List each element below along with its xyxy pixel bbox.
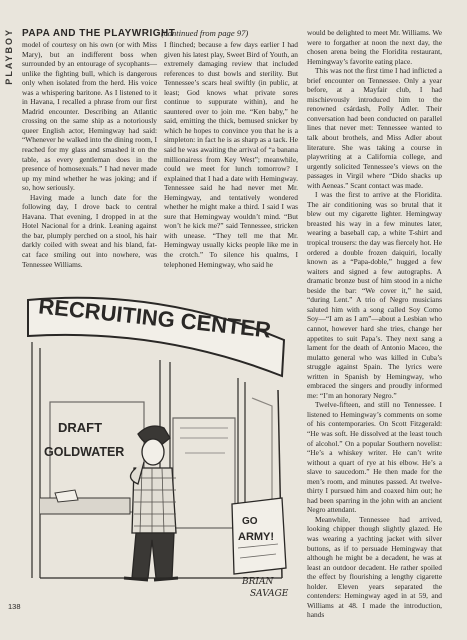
article-title: PAPA AND THE PLAYWRIGHT: [22, 28, 176, 39]
placard-line-army: ARMY!: [238, 531, 275, 543]
paragraph: Meanwhile, Tennessee had arrived, looking chipper though slightly glazed. He was wearing a yachting jacket with silver buttons, as if to persuade Hemingway that although he might be a decadent, he was at least an outdoor decadent. He rather spoiled the effect by flourishing a lengthy cigarette holder. Eleven years separated the contenders: Hemingway aged in at 59, and Williams at 48. I made the introduction, hands: [307, 514, 442, 620]
paragraph: Having made a lunch date for the following day, I drove back to central Havana. That evening, I dropped in at the Hotel Nacional for a drink. Leaning against the bar, plumply perched on a stool, his hair darkly coiled with sweat and his bland, fat-cat face smiling out into nowhere, was Tennessee Williams.: [22, 192, 157, 269]
continued-note: (continued from page 97): [161, 28, 249, 38]
cartoon-illustration: [20, 278, 303, 608]
paragraph: I was the first to arrive at the Floridita. The air conditioning was so brutal that it blew out my cigarette lighter. Hemingway breasted his way in a few minutes later, wearing a baseball cap, a white T-shirt and tropical trousers: the day was fiercely hot. He ordered a double frozen daiquiri, locally known as a “Papa-doble,” hugged a few waiters and signed a few autographs. A dramatic bronze bust of him stood in a niche beside the bar: “We cover it,” he said, “during Lent.” A trio of Negro musicians saluted him with a song called Soy Como Soy—“I am as I am”—about a Lesbian who cannot, however hard she tries, change her appetites to suit Papa’s. They next sang a lament for the death of Antonio Maceo, the mulatto general who was killed in Cuba’s struggle against Spain. The lyrics were written in Spanish by Hemingway, who embraced the singers and proudly informed me: “I’m an honorary Negro.”: [307, 190, 442, 400]
text-column-3: [307, 28, 442, 620]
go-army-placard: [232, 498, 286, 574]
text-column-1: [22, 40, 157, 269]
paragraph: would be delighted to meet Mr. Williams. We were to forgather at noon the next day, the chosen arena being the Floridita restaurant, Hemingway’s favorite eating place.: [307, 28, 442, 66]
artist-signature-1: BRIAN: [242, 577, 274, 587]
paragraph: This was not the first time I had inflicted a brief encounter on Tennessee. Only a year before, at a Mayfair club, I had mischievously introduced him to the renowned csárdash, Polly Adler. Their conversation had been conducted on parallel lines that never met: Tennessee wanted to talk about brothels, and Miss Adler about literature. She was taking a course in playwriting at a California college, and urgently solicited Tennessee’s views on the passages in Virgil where “Dido shacks up with Aeneas.” Scant contact was made.: [307, 66, 442, 190]
text-column-2: [164, 40, 298, 269]
artist-signature-2: SAVAGE: [250, 589, 289, 599]
paragraph: Twelve-fifteen, and still no Tennessee. I listened to Hemingway’s comments on some of his contemporaries. On Scott Fitzgerald: “He was soft. He dissolved at the least touch of alcohol.” On a popular Southern novelist: “He’s a whiskey writer. He can’t write without a quart of rye at his elbow. He’s a slave to saucedom.” He then made for the men’s room, and minutes passed. At twelve-thirty I pursued him and coaxed him out; he had been sparring in the john with an ancient Negro attendant.: [307, 400, 442, 515]
poster-line-goldwater: GOLDWATER: [44, 445, 125, 459]
paragraph: I flinched; because a few days earlier I had given his latest play, Sweet Bird of Youth, an extremely damaging review that included references to dust bowls and sterility. But Tennessee’s scars heal swiftly (in public, at least; God knows what private sores continue to suppurate within), and he sauntered over to join me. “Ken baby,” he said, emitting the thick, bemused snicker by which he hopes to convince you that he is a simpleton: in fact he is as sharp as a tack. He said he was awaiting the arrival of “a banana millionairess from Key West”; meanwhile, could we meet for lunch tomorrow? I explained that I had a date with Hemingway. Tennessee said he had never met Mr. Hemingway, and tentatively wondered whether he might make a third. I said I was sure that Hemingway wouldn’t mind. “But won’t he kick me?” said Tennessee, stricken with unease. “They tell me that Mr. Hemingway usually kicks people like me in the crotch.” To silence his qualms, I telephoned Hemingway, who said he: [164, 40, 298, 269]
magazine-name: PLAYBOY: [4, 28, 14, 85]
poster-line-draft: DRAFT: [58, 420, 103, 435]
sign-text: RECRUITING CENTER: [37, 293, 273, 343]
placard-line-go: GO: [242, 516, 258, 527]
page-number: 138: [8, 602, 21, 611]
draft-poster: [44, 420, 124, 459]
paragraph: model of courtesy on his own (or with Miss Mary), but an indifferent boss when surrounded by an entourage of sycophants—unlike the fighting bull, which is dangerous only when isolated from the herd. His voice was a whispering baritone. As I listened to it in Havana, I recalled a phrase from our first Madrid encounter. Describing an Atlantic crossing on the same ship as a notoriously queer English actor, Hemingway had said: “Whenever he walked into the dining room, I reached for my glass and smashed it on the table, as every gentleman does in the presence of homosexuals.” I had never made up my mind whether he was joking; and if so, how seriously.: [22, 40, 157, 193]
